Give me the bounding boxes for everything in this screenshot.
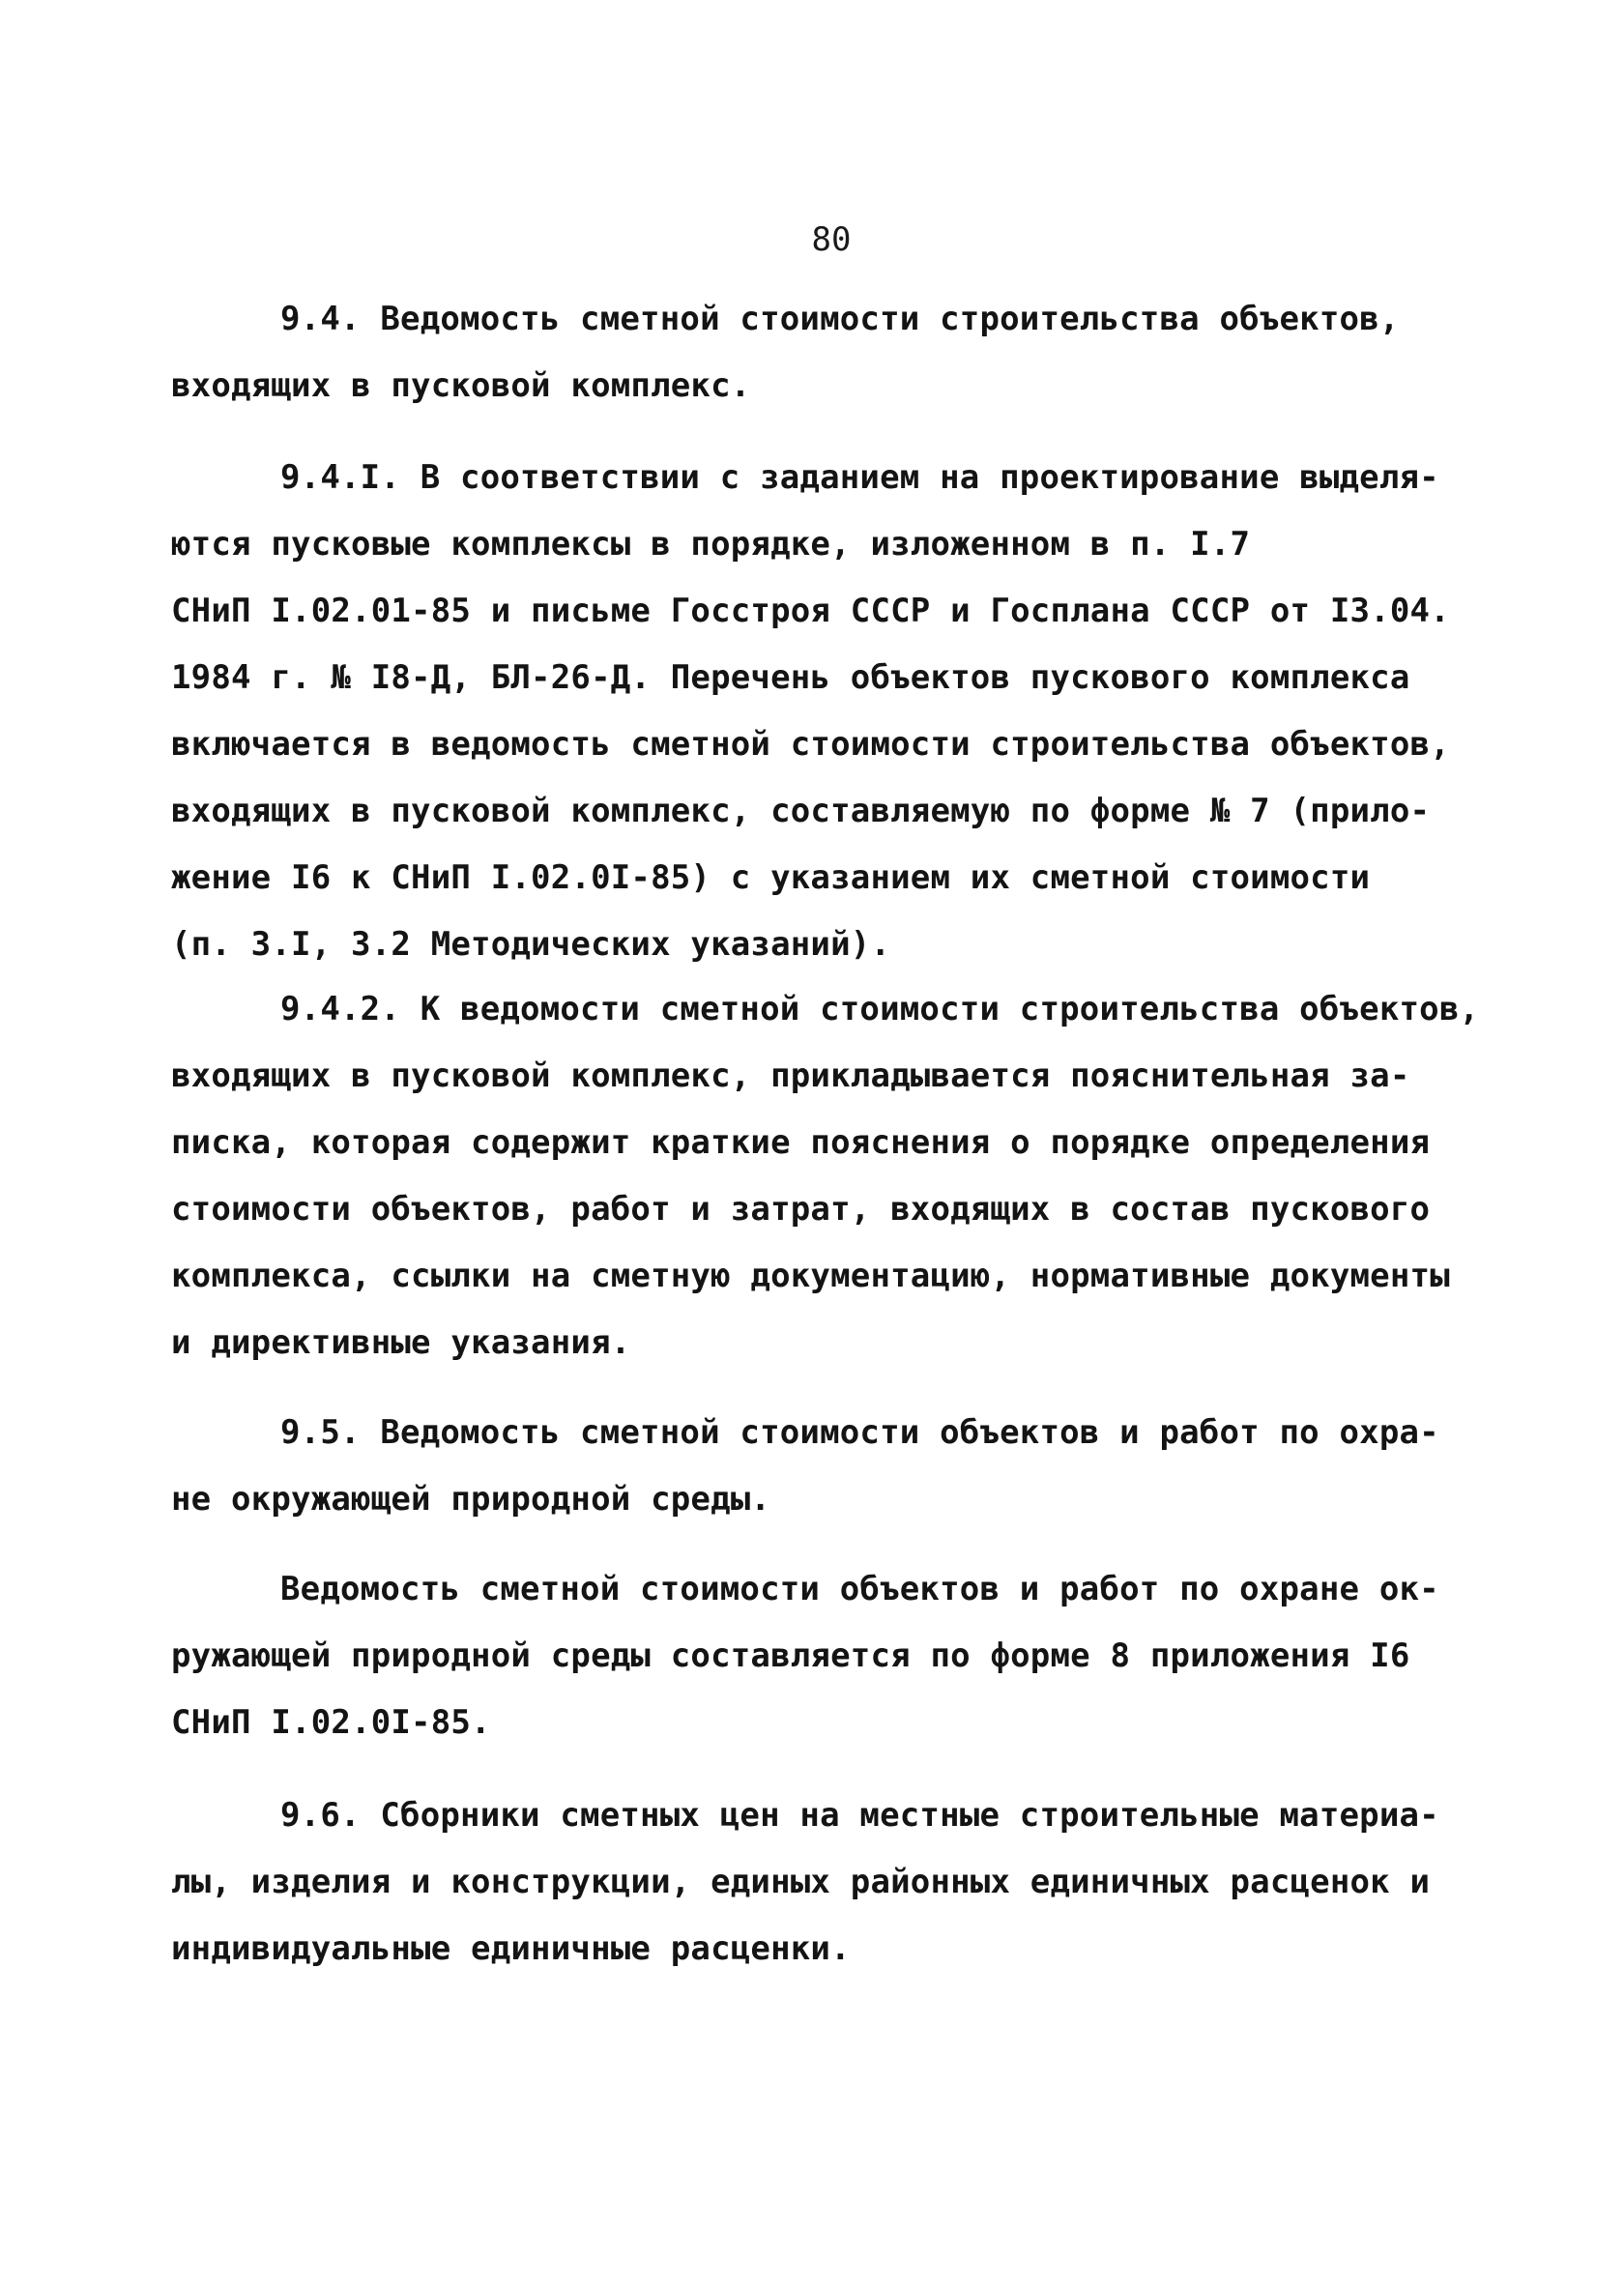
paragraph-9-4-1 — [171, 445, 1466, 978]
section-9-4-heading — [171, 286, 1466, 420]
text-line: включается в ведомость сметной стоимости строительства объектов, — [171, 725, 1450, 764]
text-line: комплекса, ссылки на сметную документацию, нормативные документы — [171, 1257, 1450, 1295]
text-line: входящих в пусковой комплекс, прикладывается пояснительная за- — [171, 1057, 1410, 1095]
section-9-6-heading — [171, 1782, 1466, 1983]
text-line: стоимости объектов, работ и затрат, входящих в состав пускового — [171, 1190, 1431, 1229]
text-line: 9.4.I. В соответствии с заданием на проектирование выделя- — [280, 458, 1439, 497]
text-line: входящих в пусковой комплекс, составляемую по форме № 7 (прило- — [171, 792, 1431, 830]
text-line: не окружающей природной среды. — [171, 1480, 771, 1519]
text-line: 9.4. Ведомость сметной стоимости строительства объектов, — [280, 300, 1400, 338]
text-line: 9.4.2. К ведомости сметной стоимости строительства объектов, — [280, 990, 1480, 1028]
text-line: СНиП I.02.01-85 и письме Госстроя СССР и Госплана СССР от I3.04. — [171, 592, 1450, 630]
page-number: 80 — [811, 220, 852, 259]
text-line: лы, изделия и конструкции, единых районных единичных расценок и — [171, 1863, 1431, 1901]
text-line: (п. 3.I, 3.2 Методических указаний). — [171, 925, 891, 964]
text-line: и директивные указания. — [171, 1323, 631, 1362]
text-line: индивидуальные единичные расценки. — [171, 1929, 851, 1968]
text-line: ются пусковые комплексы в порядке, изложенном в п. I.7 — [171, 525, 1251, 564]
text-line: ружающей природной среды составляется по форме 8 приложения I6 — [171, 1636, 1410, 1675]
text-line: 1984 г. № I8-Д, БЛ-26-Д. Перечень объектов пускового комплекса — [171, 658, 1410, 697]
text-line: входящих в пусковой комплекс. — [171, 366, 751, 405]
paragraph-9-4-2 — [171, 976, 1480, 1376]
text-line: 9.5. Ведомость сметной стоимости объектов и работ по охра- — [280, 1413, 1439, 1452]
text-line: СНиП I.02.0I-85. — [171, 1703, 491, 1742]
text-line: Ведомость сметной стоимости объектов и работ по охране ок- — [280, 1570, 1439, 1608]
text-line: 9.6. Сборники сметных цен на местные строительные материа- — [280, 1796, 1439, 1835]
section-9-5-body — [171, 1556, 1466, 1756]
text-line: жение I6 к СНиП I.02.0I-85) с указанием их сметной стоимости — [171, 858, 1371, 897]
text-line: писка, которая содержит краткие пояснения о порядке определения — [171, 1123, 1431, 1162]
section-9-5-heading — [171, 1400, 1466, 1533]
